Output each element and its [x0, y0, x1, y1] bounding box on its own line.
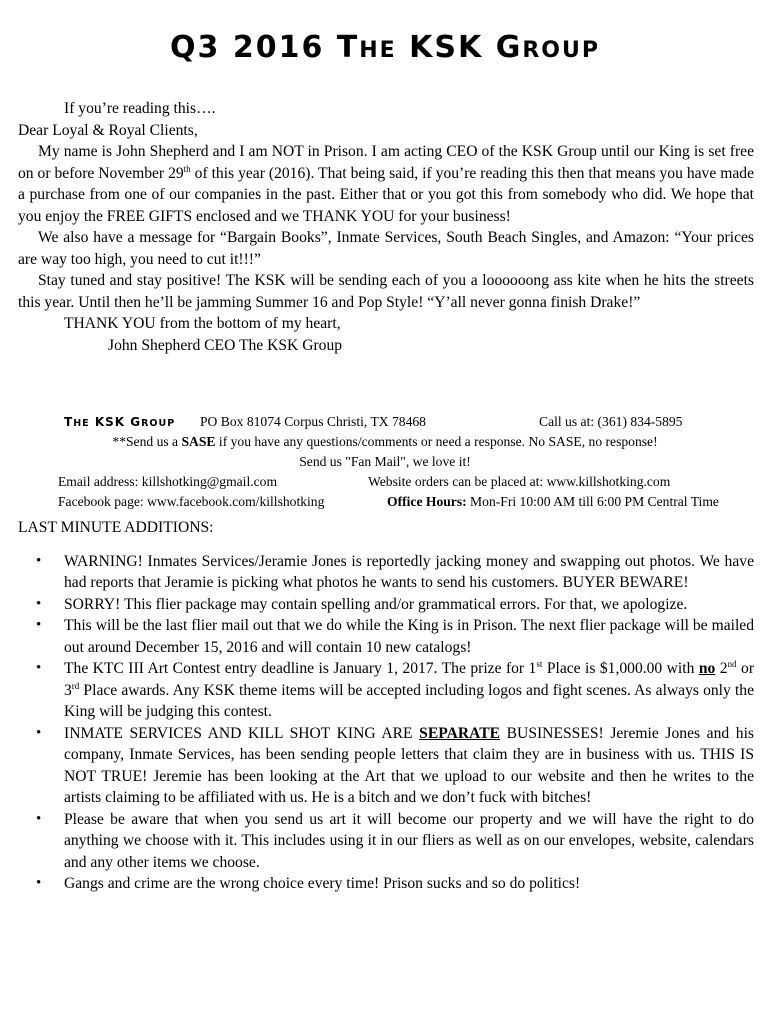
item4-sup-3: rd: [71, 680, 80, 691]
facebook-page: Facebook page: www.facebook.com/killshotking: [58, 494, 325, 509]
phone-number: Call us at: (361) 834-5895: [539, 414, 683, 429]
item-text: WARNING! Inmates Services/Jeramie Jones is reportedly jacking money and swapping out photos. We have had reports that Jeramie is picking what photos he wants to send his customers. BUYER BEWARE!: [64, 552, 754, 591]
additions-heading: LAST MINUTE ADDITIONS:: [18, 519, 214, 536]
bullet-icon: •: [36, 875, 42, 891]
list-item: [18, 615, 754, 658]
item5-text-a: INMATE SERVICES AND KILL SHOT KING ARE: [64, 724, 420, 742]
last-minute-additions: [18, 517, 754, 895]
title-roup: ROUP: [522, 38, 600, 63]
office-hours: [387, 492, 719, 512]
item4-sup-1: st: [536, 658, 543, 669]
item-text: This will be the last flier mail out that we do while the King is in Prison. The next flier package will be mailed out around December 15, 2016 and will contain 10 new catalogs!: [64, 617, 754, 656]
contact-row-5: [0, 492, 770, 512]
letter-signature: John Shepherd CEO The KSK Group: [108, 336, 343, 354]
sase-note: [0, 432, 770, 452]
item4-text-e: Place awards. Any KSK theme items will be accepted including logos and fight scenes. As always only the King will be judging this contest.: [64, 681, 754, 720]
item4-no-emphasis: no: [698, 660, 716, 677]
mailing-address: PO Box 81074 Corpus Christi, TX 78468: [200, 414, 426, 429]
item4-sup-2: nd: [727, 658, 737, 669]
item4-text-d: or 3: [64, 660, 755, 699]
list-item: [18, 658, 754, 723]
bullet-icon: •: [36, 552, 42, 569]
title-quarter: Q3 2016: [170, 30, 337, 65]
bullet-icon: •: [36, 595, 42, 612]
item-text: SORRY! This flier package may contain spelling and/or grammatical errors. For that, we apologize.: [64, 595, 688, 613]
email-address: Email address: killshotking@gmail.com: [58, 474, 278, 489]
item4-text-c: 2: [715, 660, 728, 677]
letter-paragraph-1: [18, 141, 754, 227]
letter-body: [18, 98, 754, 356]
brand-t: T: [64, 415, 74, 429]
letter-paragraph-3: Stay tuned and stay positive! The KSK will be sending each of you a loooooong ass kite when he hits the streets this year. Until then he’ll be jamming Summer 16 and Pop Style! “Y’all never gonna finish Drake!”: [18, 272, 754, 311]
letter-salutation: Dear Loyal & Royal Clients,: [18, 121, 198, 139]
title-t: T: [336, 30, 360, 65]
letter-intro: If you’re reading this….: [64, 100, 216, 117]
item5-separate-emphasis: SEPARATE: [419, 724, 501, 742]
item5-text-b: BUSINESSES! Jeremie Jones and his company, Inmate Services, has been sending people letters that claim they are in business with us. THIS IS NOT TRUE! Jeremie has been looking at the Art that we upload to our website and then he writes to the artists claiming to be affiliated with us. He is a bitch and we don’t fuck with bitches!: [64, 724, 754, 806]
bullet-icon: •: [36, 724, 42, 741]
list-item: [18, 873, 754, 895]
brand-g: G: [130, 415, 142, 429]
bullet-icon: •: [36, 617, 42, 633]
list-item: [18, 594, 754, 616]
contact-block: [0, 412, 770, 512]
brand-ksk: KSK: [89, 415, 131, 429]
bullet-icon: •: [36, 810, 42, 827]
brand-name: [64, 412, 175, 434]
fan-mail-note: Send us "Fan Mail", we love it!: [299, 454, 471, 469]
letter-closing: THANK YOU from the bottom of my heart,: [64, 315, 341, 332]
title-g: G: [495, 30, 523, 65]
brand-roup: ROUP: [141, 418, 176, 429]
item-text: Please be aware that when you send us art it will become our property and we will have the right to do anything we choose with it. This includes using it in our fliers as well as on our envelopes, website, calendars and any other items we choose.: [64, 810, 754, 871]
website-orders: Website orders can be placed at: www.killshotking.com: [368, 474, 671, 489]
page-title: [0, 30, 770, 69]
brand-he: HE: [73, 418, 90, 429]
list-item: [18, 723, 754, 809]
p1-sup: th: [183, 163, 191, 174]
letter-paragraph-2: We also have a message for “Bargain Books”, Inmate Services, South Beach Singles, and Amazon: “Your prices are way too high, you need to cut it!!!”: [18, 229, 754, 268]
list-item: [18, 551, 754, 594]
office-hours-label: Office Hours:: [387, 494, 467, 509]
item4-text-a: The KTC III Art Contest entry deadline is January 1, 2017. The prize for 1: [64, 660, 537, 677]
p1-text-b: of this year (2016). That being said, if you’re reading this then that means you have made a purchase from one of our companies in the past. Either that or you got this from somebody who did. We hope that you enjoy the FREE GIFTS enclosed and we THANK YOU for your business!: [18, 164, 754, 225]
sase-bold: SASE: [181, 434, 216, 449]
title-ksk: KSK: [396, 30, 496, 65]
contact-row-4: [0, 472, 770, 492]
p1-text-a: My name is John Shepherd and I am NOT in Prison. I am acting CEO of the KSK Group until our King is set free on or before November 29: [18, 143, 754, 182]
additions-list: [18, 551, 754, 895]
sase-text-a: **Send us a: [112, 434, 182, 449]
title-he: HE: [359, 38, 397, 63]
contact-row-1: [0, 412, 770, 432]
office-hours-value: Mon-Fri 10:00 AM till 6:00 PM Central Time: [466, 494, 719, 509]
item4-text-b: Place is $1,000.00 with: [542, 660, 699, 677]
sase-text-b: if you have any questions/comments or need a response. No SASE, no response!: [215, 434, 658, 449]
bullet-icon: •: [36, 660, 42, 676]
item-text: Gangs and crime are the wrong choice every time! Prison sucks and so do politics!: [64, 875, 581, 892]
list-item: [18, 809, 754, 874]
